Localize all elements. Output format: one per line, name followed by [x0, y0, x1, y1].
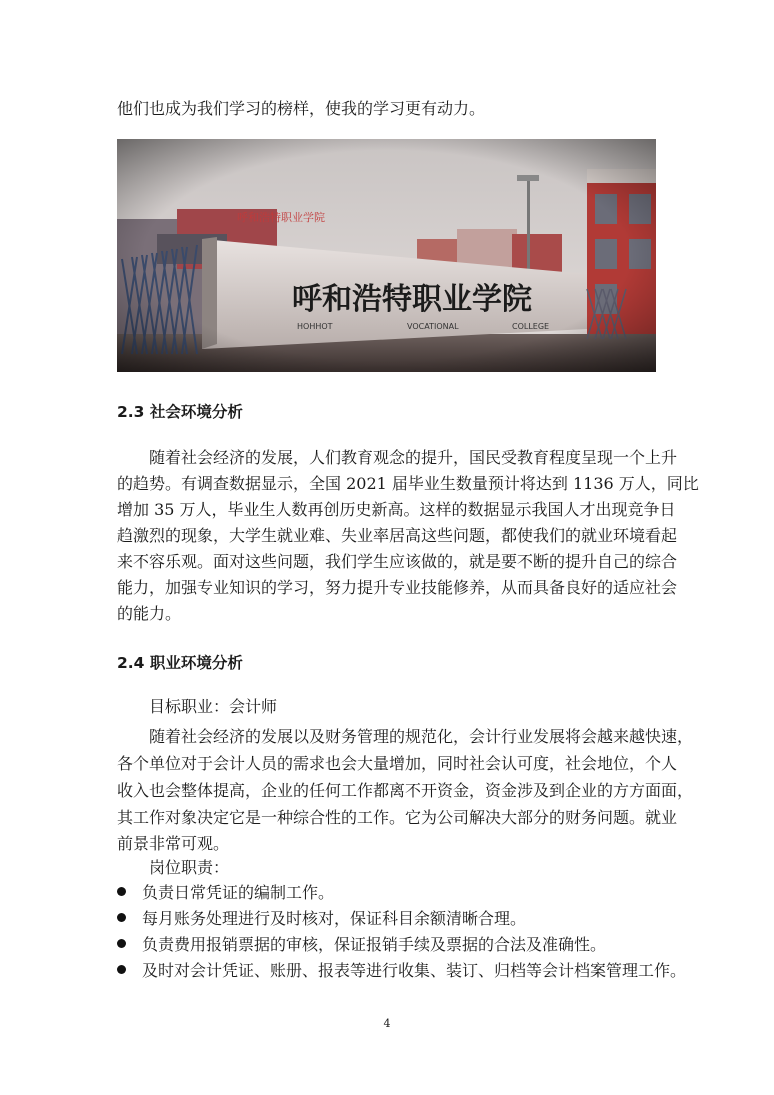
paragraph-line: 随着社会经济的发展，人们教育观念的提升，国民受教育程度呈现一个上升 — [149, 448, 678, 467]
paragraph-line: 的趋势。有调查数据显示，全国 2021 届毕业生数量预计将达到 1136 万人，同比 — [117, 474, 699, 493]
duties-label: 岗位职责： — [149, 858, 230, 877]
paragraph-line: 趋激烈的现象，大学生就业难、失业率居高这些问题，都使我们的就业环境看起 — [117, 526, 678, 545]
list-item — [117, 935, 606, 955]
list-item-text: 负责日常凭证的编制工作。 — [142, 883, 335, 902]
paragraph-line: 各个单位对于会计人员的需求也会大量增加，同时社会认可度，社会地位，个人 — [117, 754, 678, 773]
college-gate-photo — [117, 139, 656, 372]
bullet-icon — [117, 939, 126, 948]
list-item-text: 及时对会计凭证、账册、报表等进行收集、装订、归档等会计档案管理工作。 — [142, 961, 687, 980]
target-job-line: 目标职业：会计师 — [149, 697, 278, 716]
paragraph-line: 来不容乐观。面对这些问题，我们学生应该做的，就是要不断的提升自己的综合 — [117, 552, 678, 571]
paragraph-line: 他们也成为我们学习的榜样，使我的学习更有动力。 — [117, 99, 486, 118]
paragraph-line: 的能力。 — [117, 604, 182, 623]
section-heading-2-3: 2.3 社会环境分析 — [117, 403, 243, 421]
list-item — [117, 883, 334, 903]
page-number: 4 — [383, 1017, 391, 1030]
list-item-text: 每月账务处理进行及时核对，保证科目余额清晰合理。 — [142, 909, 527, 928]
list-item-text: 负责费用报销票据的审核，保证报销手续及票据的合法及准确性。 — [142, 935, 607, 954]
section-heading-2-4: 2.4 职业环境分析 — [117, 654, 243, 672]
paragraph-line: 收入也会整体提高，企业的任何工作都离不开资金，资金涉及到企业的方方面面， — [117, 781, 694, 800]
paragraph-line: 前景非常可观。 — [117, 834, 230, 853]
list-item — [117, 961, 686, 981]
bullet-icon — [117, 913, 126, 922]
paragraph-line: 随着社会经济的发展以及财务管理的规范化，会计行业发展将会越来越快速， — [149, 727, 694, 746]
list-item — [117, 909, 526, 929]
bullet-icon — [117, 965, 126, 974]
paragraph-line: 能力，加强专业知识的学习，努力提升专业技能修养，从而具备良好的适应社会 — [117, 578, 678, 597]
bullet-icon — [117, 887, 126, 896]
paragraph-line: 增加 35 万人，毕业生人数再创历史新高。这样的数据显示我国人才出现竞争日 — [117, 500, 676, 519]
paragraph-line: 其工作对象决定它是一种综合性的工作。它为公司解决大部分的财务问题。就业 — [117, 808, 678, 827]
